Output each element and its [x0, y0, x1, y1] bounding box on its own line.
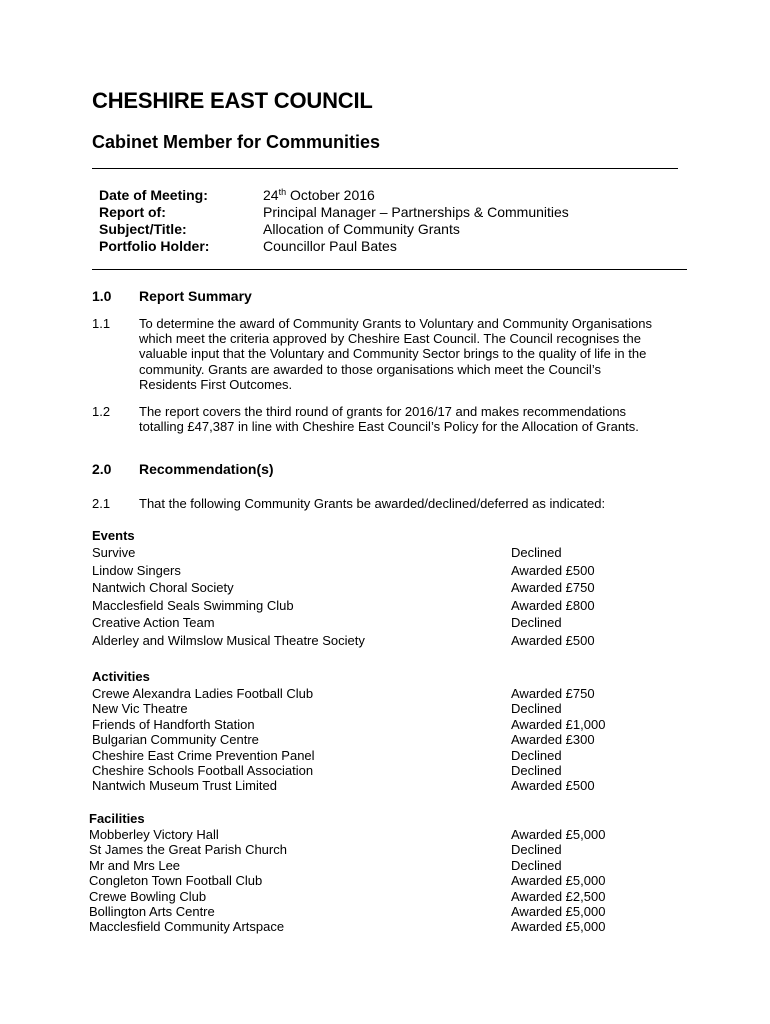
grant-row	[92, 717, 652, 733]
grant-row	[92, 748, 652, 764]
grant-row	[92, 563, 652, 579]
section-number: 2.0	[92, 461, 112, 477]
paragraph-1-2	[92, 404, 662, 452]
organisation-name: Nantwich Museum Trust Limited	[92, 778, 277, 794]
grant-outcome: Declined	[511, 763, 562, 778]
date-day: 24	[263, 187, 279, 203]
paragraph-number: 2.1	[92, 496, 111, 511]
organisation-name: Congleton Town Football Club	[89, 873, 263, 889]
subject-label: Subject/Title:	[99, 221, 187, 237]
organisation-name: Creative Action Team	[92, 615, 215, 631]
organisation-name: New Vic Theatre	[92, 701, 188, 717]
organisation-name: Friends of Handforth Station	[92, 716, 255, 732]
meta-row-subject	[99, 221, 569, 238]
grant-row	[89, 904, 649, 920]
grant-outcome: Declined	[511, 747, 562, 763]
grant-row	[92, 778, 652, 794]
section-report-summary	[92, 288, 652, 306]
grant-row	[89, 889, 649, 905]
paragraph-text: That the following Community Grants be awarded/declined/deferred as indicated:	[139, 496, 606, 511]
grant-outcome: Awarded £300	[511, 732, 595, 748]
organisation-name: Nantwich Choral Society	[92, 580, 234, 596]
organisation-name: Crewe Bowling Club	[89, 888, 207, 904]
header-divider	[92, 168, 678, 169]
grant-outcome: Awarded £5,000	[511, 873, 606, 889]
grant-row	[89, 919, 649, 935]
grant-outcome: Awarded £750	[511, 686, 595, 701]
organisation-name: Mr and Mrs Lee	[89, 857, 181, 873]
report-value: Principal Manager – Partnerships & Communities	[263, 204, 569, 220]
date-suffix: th	[278, 187, 287, 197]
paragraph-2-1	[92, 496, 672, 512]
grant-outcome: Awarded £5,000	[511, 827, 606, 842]
holder-value: Councillor Paul Bates	[263, 238, 397, 254]
organisation-name: Mobberley Victory Hall	[89, 827, 219, 842]
grant-outcome: Awarded £5,000	[511, 919, 606, 935]
meta-row-date	[99, 187, 569, 204]
organisation-name: Crewe Alexandra Ladies Football Club	[92, 686, 314, 701]
grant-outcome: Declined	[511, 545, 562, 560]
activities-heading: Activities	[92, 669, 150, 684]
grant-outcome: Declined	[511, 615, 562, 631]
organisation-name: St James the Great Parish Church	[89, 842, 287, 858]
grant-row	[89, 827, 649, 843]
grant-outcome: Declined	[511, 857, 562, 873]
organisation-name: Alderley and Wilmslow Musical Theatre Society	[92, 633, 365, 648]
date-value	[263, 187, 375, 204]
grant-row	[92, 545, 652, 561]
section-number: 1.0	[92, 288, 112, 304]
grant-outcome: Awarded £500	[511, 562, 595, 578]
grant-row	[92, 633, 652, 649]
paragraph-text: To determine the award of Community Grants to Voluntary and Community Organisations which meet the criteria approved by Cheshire East Council. The Council recognises the valuable input that the Voluntary and Community Sector brings to the quality of life in the community. Grants are awarded to those organisations which meet the Council’s Residents First Outcomes.	[139, 316, 653, 392]
grant-outcome: Declined	[511, 701, 562, 717]
grant-row	[92, 763, 652, 779]
grant-outcome: Awarded £2,500	[511, 888, 606, 904]
page-subtitle: Cabinet Member for Communities	[92, 132, 381, 152]
grant-outcome: Awarded £500	[511, 633, 595, 648]
grant-outcome: Awarded £750	[511, 580, 595, 596]
grant-row	[92, 615, 652, 631]
grant-row	[92, 598, 652, 614]
organisation-name: Cheshire East Crime Prevention Panel	[92, 747, 315, 763]
meta-row-holder	[99, 238, 569, 255]
grant-outcome: Awarded £5,000	[511, 904, 606, 919]
paragraph-number: 1.1	[92, 316, 111, 331]
grant-row	[89, 842, 649, 858]
grant-row	[92, 580, 652, 596]
organisation-name: Macclesfield Seals Swimming Club	[92, 597, 294, 613]
section-title: Recommendation(s)	[139, 461, 274, 477]
paragraph-1-1	[92, 316, 662, 394]
holder-label: Portfolio Holder:	[99, 238, 210, 254]
subject-value: Allocation of Community Grants	[263, 221, 460, 237]
events-heading: Events	[92, 528, 135, 543]
date-label: Date of Meeting:	[99, 187, 208, 203]
grant-outcome: Awarded £500	[511, 778, 595, 794]
grant-row	[92, 686, 652, 702]
organisation-name: Survive	[92, 545, 136, 560]
organisation-name: Cheshire Schools Football Association	[92, 763, 314, 778]
report-label: Report of:	[99, 204, 166, 220]
meeting-details	[99, 187, 569, 255]
grant-row	[89, 873, 649, 889]
grant-outcome: Awarded £800	[511, 597, 595, 613]
date-rest: October 2016	[286, 187, 375, 203]
organisation-name: Lindow Singers	[92, 562, 181, 578]
organisation-name: Macclesfield Community Artspace	[89, 919, 285, 935]
paragraph-text: The report covers the third round of grants for 2016/17 and makes recommendations totalling £47,387 in line with Cheshire East Council’s Policy for the Allocation of Grants.	[139, 404, 639, 435]
council-title: CHESHIRE EAST COUNCIL	[92, 88, 373, 113]
facilities-heading: Facilities	[89, 811, 145, 826]
grant-row	[92, 701, 652, 717]
organisation-name: Bollington Arts Centre	[89, 904, 215, 919]
grant-row	[89, 858, 649, 874]
paragraph-number: 1.2	[92, 404, 111, 419]
meta-divider	[92, 269, 687, 270]
organisation-name: Bulgarian Community Centre	[92, 732, 259, 748]
section-title: Report Summary	[139, 288, 252, 304]
grant-outcome: Awarded £1,000	[511, 716, 606, 732]
meta-row-report	[99, 204, 569, 221]
grant-row	[92, 732, 652, 748]
section-recommendations	[92, 461, 652, 479]
grant-outcome: Declined	[511, 842, 562, 858]
